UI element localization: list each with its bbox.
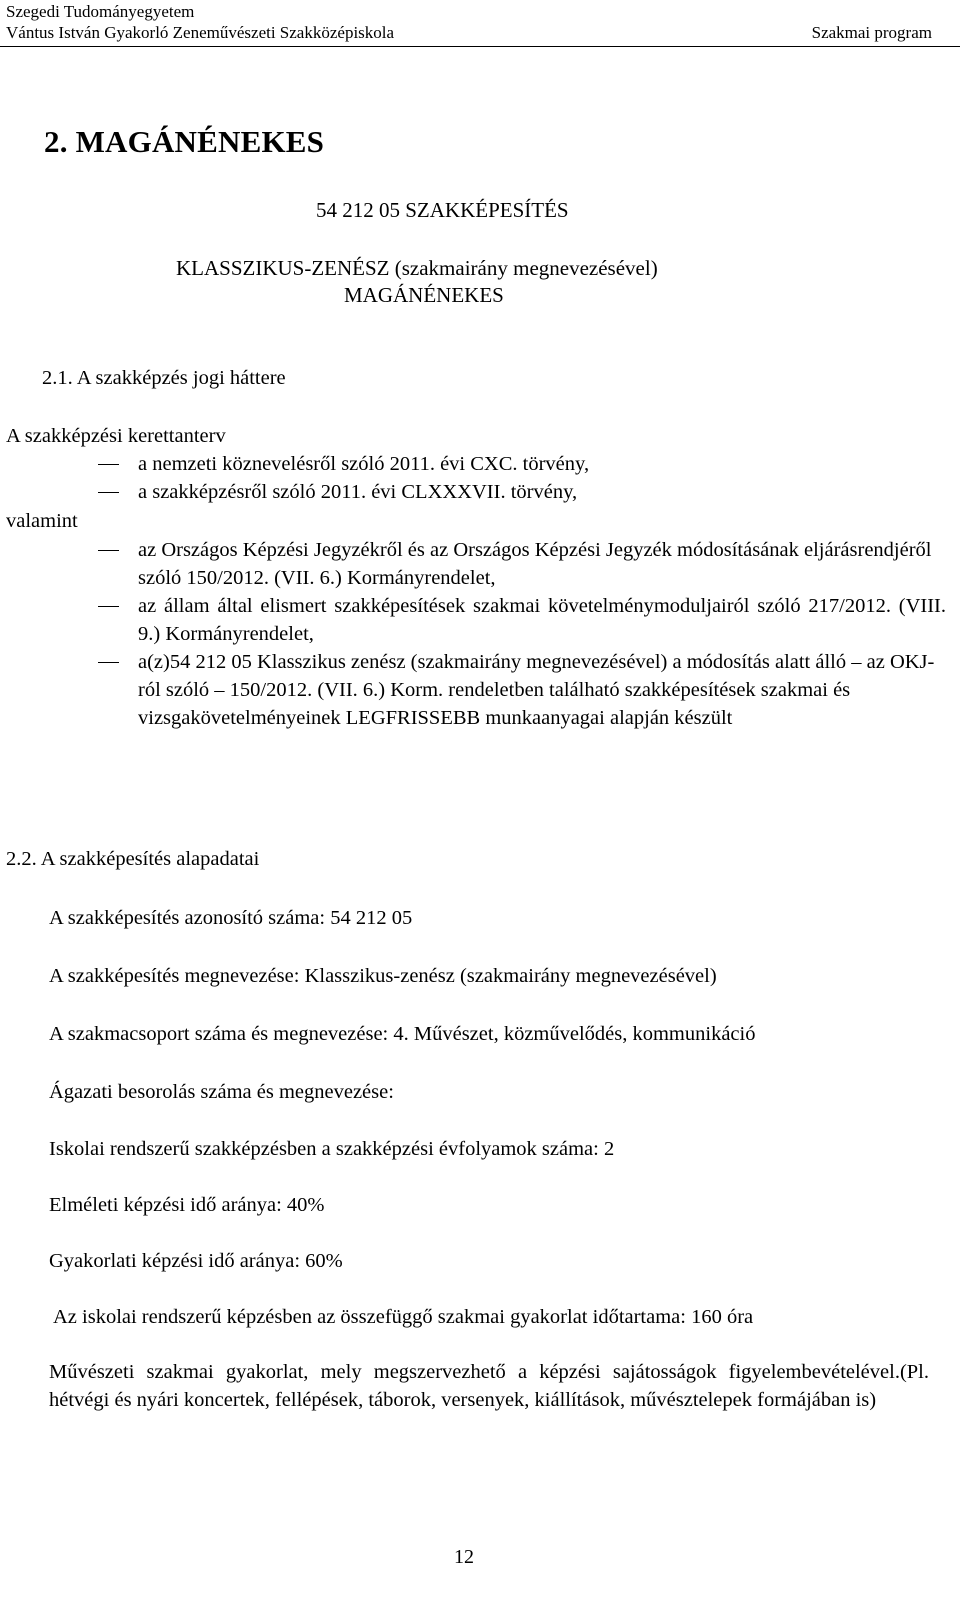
regulation-item: az Országos Képzési Jegyzékről és az Országos Képzési Jegyzék módosításának eljárásrendjéről szóló 150/2012. (VII. 6.) Kormányrendelet, bbox=[138, 539, 932, 589]
connector-text: valamint bbox=[6, 510, 78, 532]
profession-line-2: MAGÁNÉNEKES bbox=[344, 283, 504, 307]
law-item: a nemzeti köznevelésről szóló 2011. évi CXC. törvény, bbox=[138, 453, 590, 475]
data-line-name: A szakképesítés megnevezése: Klasszikus-zenész (szakmairány megnevezésével) bbox=[49, 965, 717, 987]
data-line-sector: Ágazati besorolás száma és megnevezése: bbox=[49, 1081, 394, 1103]
page-number: 12 bbox=[454, 1546, 474, 1568]
section-heading-basic-data: 2.2. A szakképesítés alapadatai bbox=[6, 848, 260, 870]
chapter-title: 2. MAGÁNÉNEKES bbox=[44, 124, 325, 159]
header-university: Szegedi Tudományegyetem bbox=[6, 2, 195, 21]
data-line-group: A szakmacsoport száma és megnevezése: 4. Művészet, közművelődés, kommunikáció bbox=[49, 1023, 756, 1045]
data-line-practice-duration: Az iskolai rendszerű képzésben az összefüggő szakmai gyakorlat időtartama: 160 óra bbox=[49, 1306, 754, 1328]
profession-line-1: KLASSZIKUS-ZENÉSZ (szakmairány megnevezésével) bbox=[176, 256, 658, 280]
regulation-item: a(z)54 212 05 Klasszikus zenész (szakmairány megnevezésével) a módosítás alatt álló – az OKJ-ról szóló – 150/2012. (VII. 6.) Korm. rendeletben található szakképesítések szakmai és vizsgakövetelményeinek LEGFRISSEBB munkaanyagai alapján készült bbox=[138, 651, 935, 729]
data-line-practice-ratio: Gyakorlati képzési idő aránya: 60% bbox=[49, 1250, 343, 1272]
data-line-years: Iskolai rendszerű szakképzésben a szakképzési évfolyamok száma: 2 bbox=[49, 1138, 615, 1160]
header-school: Vántus István Gyakorló Zeneművészeti Szakközépiskola bbox=[6, 23, 395, 42]
framework-intro: A szakképzési kerettanterv bbox=[6, 425, 226, 447]
law-item: a szakképzésről szóló 2011. évi CLXXXVII. törvény, bbox=[138, 481, 578, 503]
practice-note: Művészeti szakmai gyakorlat, mely megszervezhető a képzési sajátosságok figyelembevételével.(Pl. hétvégi és nyári koncertek, fellépések, táborok, versenyek, kiállítások, művésztelepek formájában is) bbox=[49, 1361, 929, 1411]
section-heading-legal-background: 2.1. A szakképzés jogi háttere bbox=[42, 367, 286, 389]
header-divider bbox=[0, 46, 960, 47]
data-line-theory-ratio: Elméleti képzési idő aránya: 40% bbox=[49, 1194, 325, 1216]
header-doc-type: Szakmai program bbox=[811, 23, 932, 42]
qualification-code-heading: 54 212 05 SZAKKÉPESÍTÉS bbox=[316, 198, 569, 222]
data-line-identifier: A szakképesítés azonosító száma: 54 212 05 bbox=[49, 907, 413, 929]
regulation-item: az állam által elismert szakképesítések szakmai követelménymoduljairól szóló 217/2012. (VIII. 9.) Kormányrendelet, bbox=[138, 595, 946, 645]
